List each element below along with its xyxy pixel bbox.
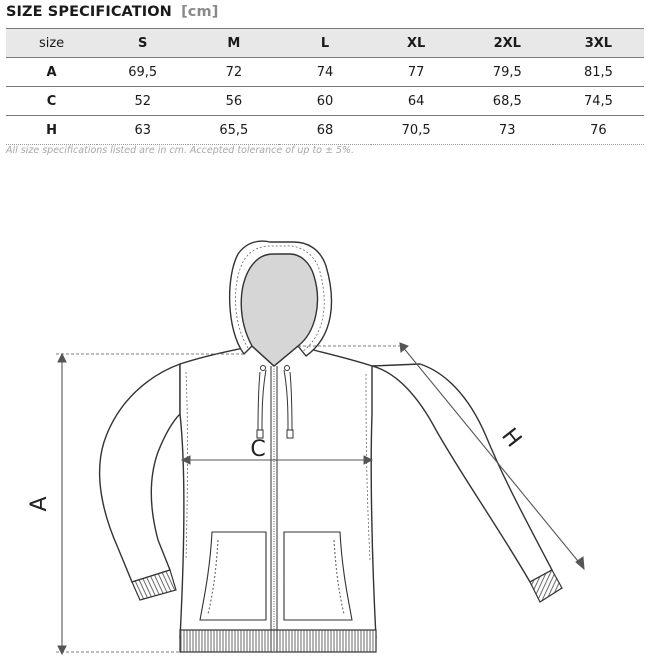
table-cell: 77 [371,58,462,87]
header-size: size [6,29,97,58]
table-cell: 52 [97,87,188,116]
table-cell: 69,5 [97,58,188,87]
label-c: C [250,437,266,462]
table-cell: 65,5 [188,116,279,145]
tolerance-note: All size specifications listed are in cm. Accepted tolerance of up to ± 5%. [6,145,355,156]
row-label-c: C [6,87,97,116]
header-m: M [188,29,279,58]
table-cell: 63 [97,116,188,145]
table-cell: 70,5 [371,116,462,145]
label-h: H [496,423,527,453]
header-xl: XL [371,29,462,58]
table-cell: 68,5 [462,87,553,116]
table-cell: 73 [462,116,553,145]
header-3xl: 3XL [553,29,644,58]
hem-rib [180,630,376,652]
header-2xl: 2XL [462,29,553,58]
table-cell: 56 [188,87,279,116]
table-cell: 68 [279,116,370,145]
table-cell: 81,5 [553,58,644,87]
header-l: L [279,29,370,58]
row-label-h: H [6,116,97,145]
title-unit: [cm] [181,4,219,20]
table-cell: 64 [371,87,462,116]
label-a: A [27,496,52,512]
right-sleeve [372,364,552,582]
header-s: S [97,29,188,58]
table-cell: 76 [553,116,644,145]
table-cell: 74,5 [553,87,644,116]
table-cell: 74 [279,58,370,87]
title-text: SIZE SPECIFICATION [6,4,172,20]
table-cell: 72 [188,58,279,87]
row-label-a: A [6,58,97,87]
torso [180,346,376,638]
table-cell: 60 [279,87,370,116]
table-cell: 79,5 [462,58,553,87]
left-sleeve [100,364,180,582]
